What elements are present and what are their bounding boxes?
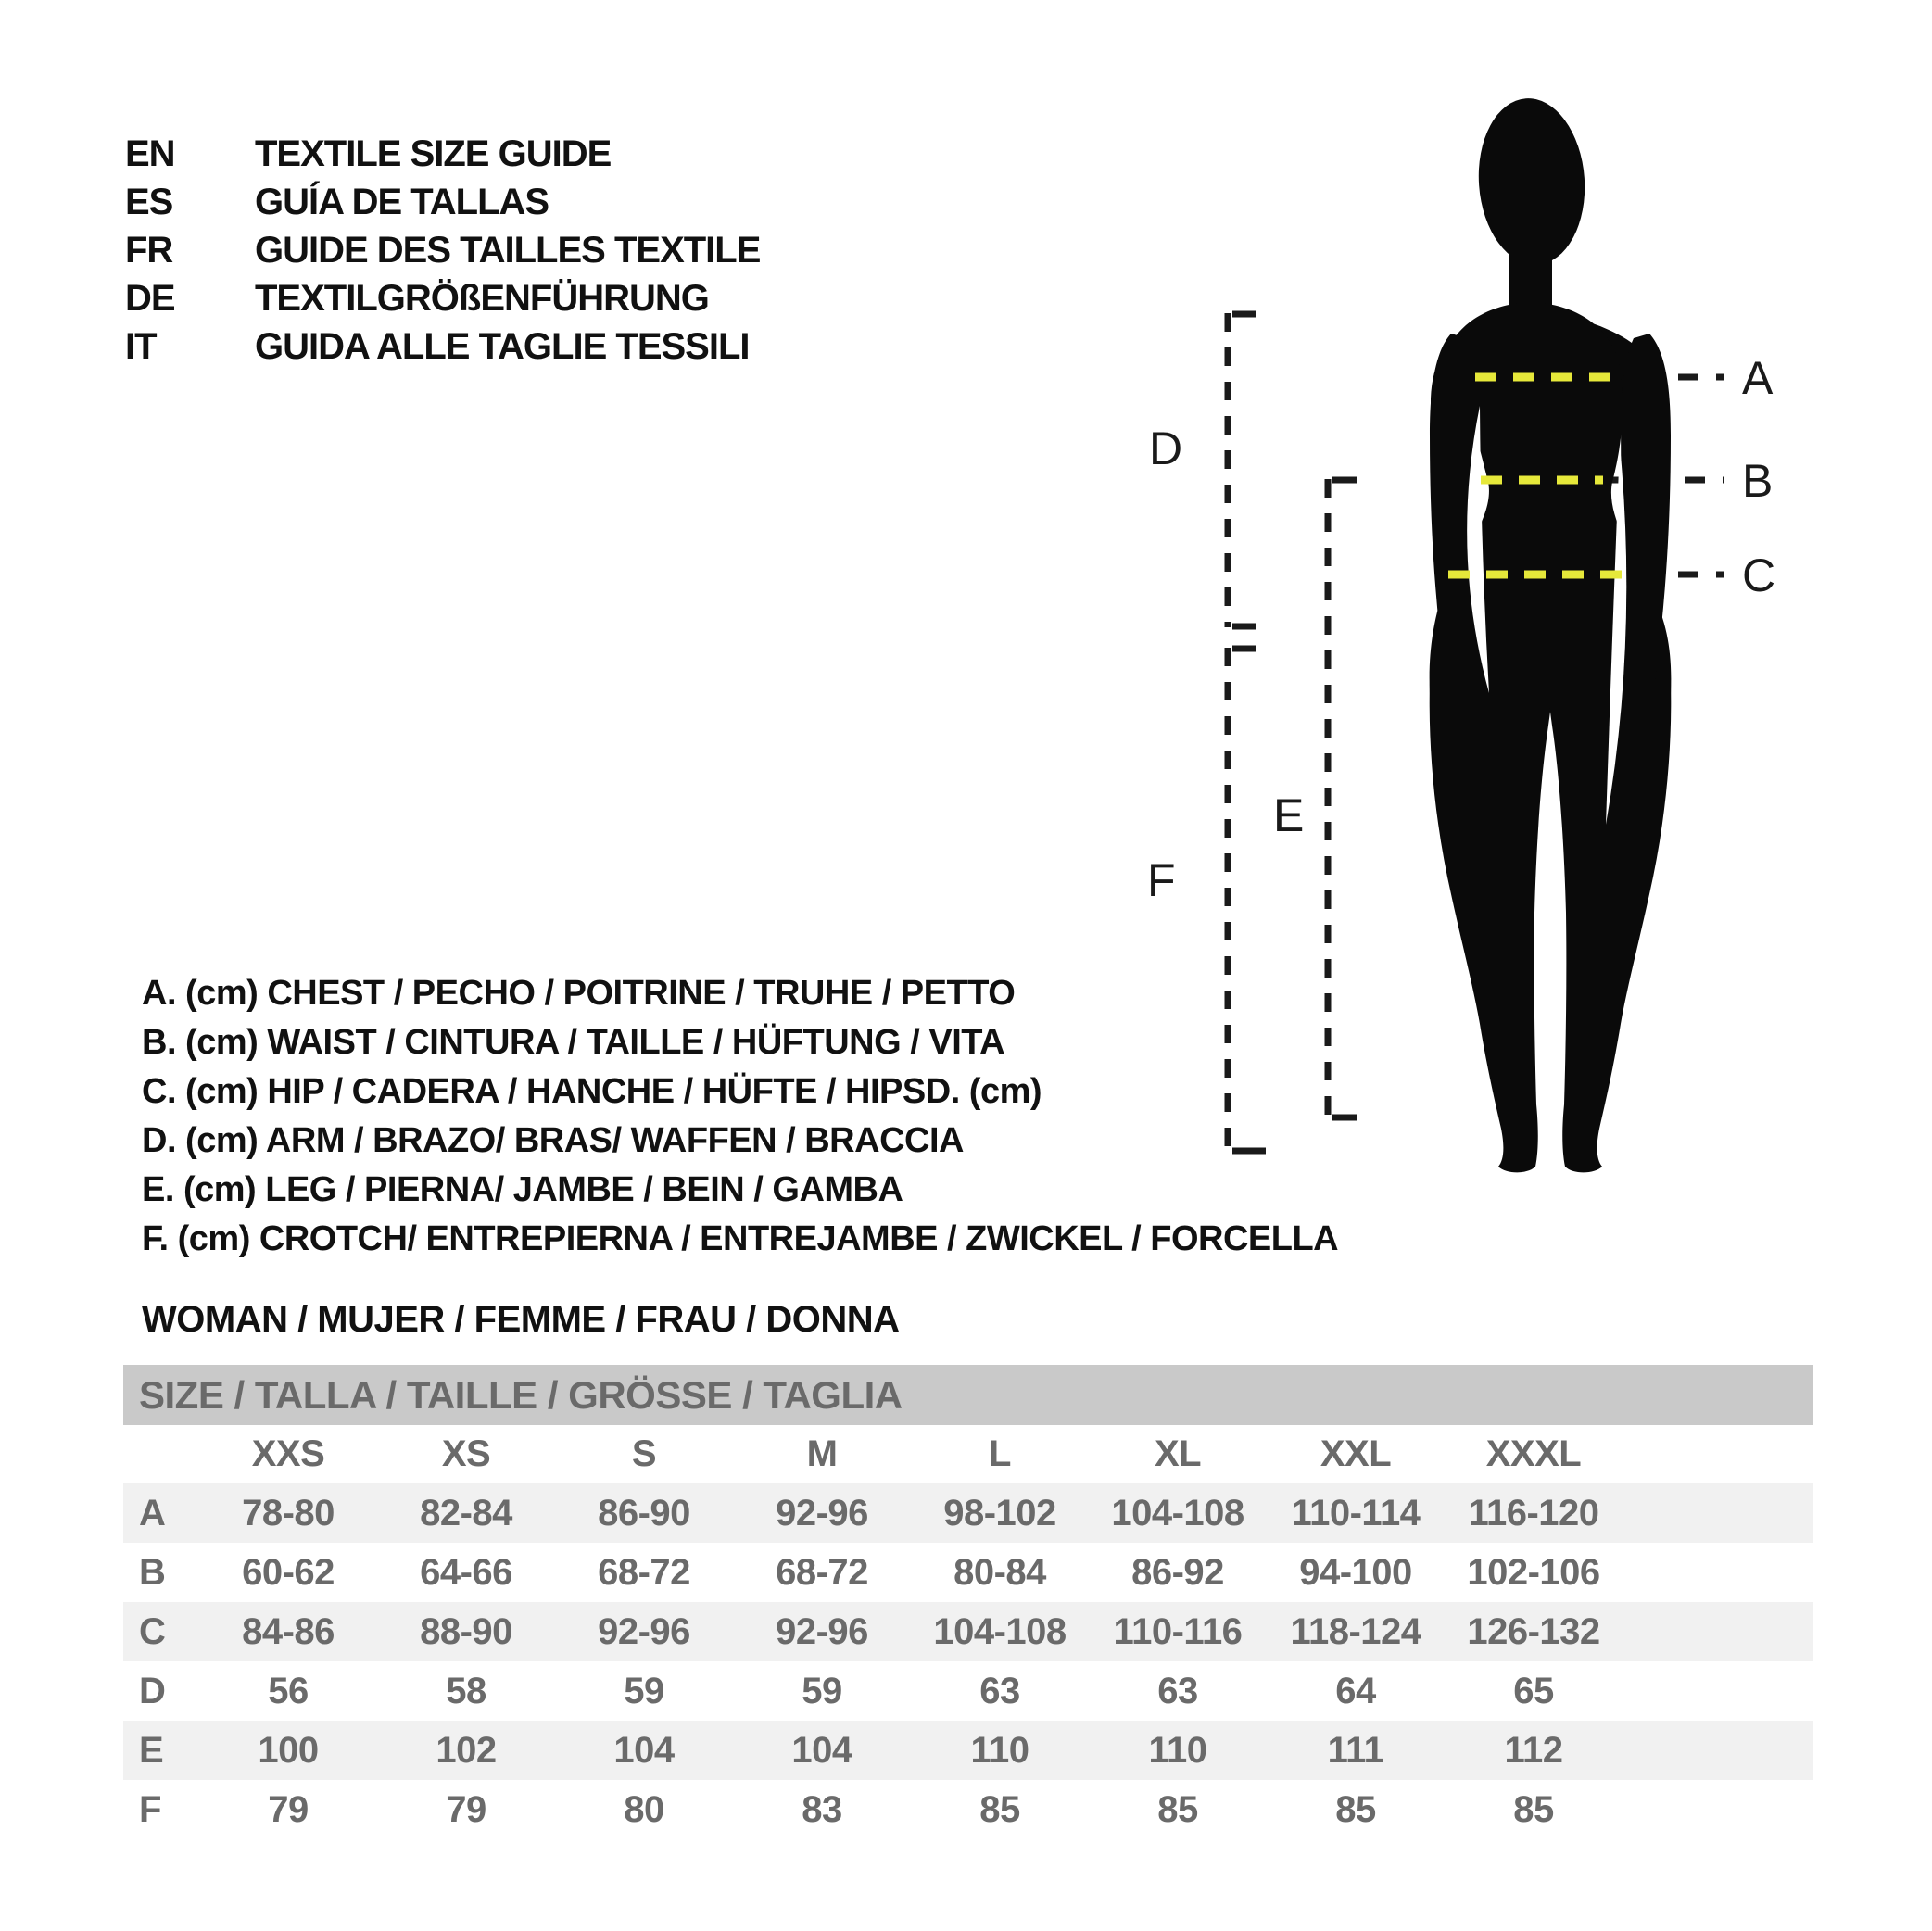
cell: 112 [1445,1721,1623,1780]
figure-label-f: F [1147,854,1176,906]
cell: 118-124 [1267,1602,1445,1661]
size-header-row [123,1425,1813,1483]
cell: 83 [802,1788,842,1830]
size-col-xl: XL [1154,1433,1202,1474]
gender-heading: WOMAN / MUJER / FEMME / FRAU / DONNA [142,1299,900,1340]
arm-extent-line-d [1228,313,1256,627]
cell: 88-90 [377,1602,555,1661]
row-label: C [123,1602,199,1661]
row-label: D [139,1670,166,1711]
figure-label-b: B [1742,455,1774,507]
cell: 59 [624,1670,664,1711]
cell: 80-84 [953,1551,1046,1593]
cell: 100 [199,1721,377,1780]
cell: 110 [911,1721,1089,1780]
cell: 126-132 [1445,1602,1623,1661]
lang-title: TEXTILGRÖßENFÜHRUNG [255,277,709,319]
size-table [123,1365,1813,1839]
cell: 68-72 [598,1551,690,1593]
cell: 85 [1513,1788,1554,1830]
cell: 104-108 [911,1602,1089,1661]
cell: 84-86 [199,1602,377,1661]
lang-code: IT [125,325,157,367]
table-row-d [123,1661,1813,1721]
table-row-c [123,1602,1813,1661]
cell: 78-80 [199,1483,377,1543]
cell: 86-90 [555,1483,733,1543]
size-col-s: S [631,1433,657,1474]
figure-label-c: C [1742,549,1776,601]
size-col-m: M [806,1433,838,1474]
cell: 116-120 [1445,1483,1623,1543]
cell: 80 [624,1788,664,1830]
legend-line-f: F. (cm) CROTCH/ ENTREPIERNA / ENTREJAMBE / ZWICKEL / FORCELLA [142,1219,1339,1258]
row-label: B [139,1551,166,1593]
cell: 79 [446,1788,486,1830]
table-title: SIZE / TALLA / TAILLE / GRÖSSE / TAGLIA [123,1365,1813,1425]
cell: 85 [1335,1788,1376,1830]
measurement-legend [142,969,1338,1264]
cell: 104-108 [1089,1483,1267,1543]
table-title-row [123,1365,1813,1425]
cell: 94-100 [1299,1551,1412,1593]
figure-label-d: D [1149,423,1183,474]
cell: 63 [1157,1670,1198,1711]
cell: 86-92 [1131,1551,1224,1593]
cell: 60-62 [242,1551,335,1593]
row-label: E [123,1721,199,1780]
cell: 98-102 [911,1483,1089,1543]
size-col-xxxl: XXXL [1485,1433,1582,1474]
cell: 110 [1089,1721,1267,1780]
cell: 102-106 [1467,1551,1600,1593]
row-label: A [123,1483,199,1543]
lang-title: GUIDA ALLE TAGLIE TESSILI [255,325,750,367]
lang-code: FR [125,229,173,271]
cell: 104 [733,1721,911,1780]
row-label: F [139,1788,161,1830]
legend-line-c: C. (cm) HIP / CADERA / HANCHE / HÜFTE / HIPSD. (cm) [142,1072,1042,1111]
cell: 82-84 [377,1483,555,1543]
cell: 85 [979,1788,1020,1830]
cell: 56 [268,1670,309,1711]
woman-silhouette [1430,95,1672,1172]
table-row-e [123,1721,1813,1780]
size-col-xxs: XXS [251,1433,325,1474]
lang-code: EN [125,133,175,174]
cell: 85 [1157,1788,1198,1830]
lang-title: GUÍA DE TALLAS [255,181,549,222]
cell: 64-66 [420,1551,512,1593]
table-row-b [123,1543,1813,1602]
legend-line-e: E. (cm) LEG / PIERNA/ JAMBE / BEIN / GAMBA [142,1170,903,1209]
cell: 110-114 [1267,1483,1445,1543]
cell: 102 [377,1721,555,1780]
cell: 59 [802,1670,842,1711]
figure-label-e: E [1273,789,1305,841]
cell: 92-96 [733,1483,911,1543]
cell: 68-72 [776,1551,868,1593]
cell: 65 [1513,1670,1554,1711]
size-col-l: L [989,1433,1011,1474]
cell: 79 [268,1788,309,1830]
cell: 92-96 [733,1602,911,1661]
cell: 63 [979,1670,1020,1711]
cell: 104 [555,1721,733,1780]
cell: 58 [446,1670,486,1711]
lang-title: GUIDE DES TAILLES TEXTILE [255,229,761,271]
lang-title: TEXTILE SIZE GUIDE [255,133,612,174]
cell: 110-116 [1089,1602,1267,1661]
size-col-xxl: XXL [1320,1433,1392,1474]
cell: 64 [1335,1670,1376,1711]
lang-code: DE [125,277,175,319]
legend-line-b: B. (cm) WAIST / CINTURA / TAILLE / HÜFTUNG / VITA [142,1023,1005,1062]
cell: 111 [1267,1721,1445,1780]
table-row-f [123,1780,1813,1839]
cell: 92-96 [555,1602,733,1661]
figure-label-a: A [1742,352,1774,404]
legend-line-a: A. (cm) CHEST / PECHO / POITRINE / TRUHE / PETTO [142,974,1016,1013]
table-row-a [123,1483,1813,1543]
legend-line-d: D. (cm) ARM / BRAZO/ BRAS/ WAFFEN / BRACCIA [142,1121,964,1160]
lang-code: ES [125,181,173,222]
size-col-xs: XS [441,1433,491,1474]
